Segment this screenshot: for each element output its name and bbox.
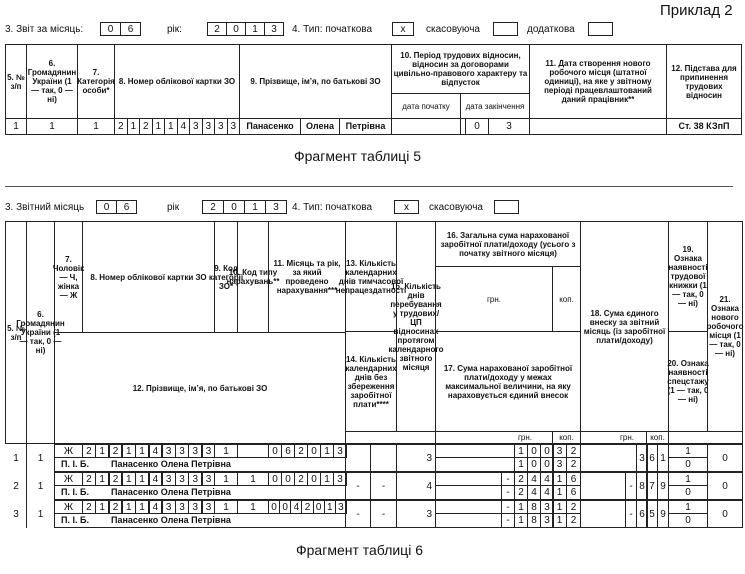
t6-card-digit: 4: [149, 444, 163, 458]
t6-row-accrual-type: 1: [237, 500, 269, 514]
fragment-5-caption: Фрагмент таблиці 5: [294, 148, 421, 164]
t6-employment-days: 3: [396, 444, 436, 472]
f5-cancel-label: скасовуюча: [426, 24, 480, 35]
t6-sum16-kop-digit: 3: [552, 444, 567, 458]
f5-type-label: 4. Тип: початкова: [292, 24, 373, 35]
t6-special-service-flag: 0: [668, 457, 708, 472]
t6-card-digit: 3: [175, 500, 189, 514]
divider: [5, 186, 733, 187]
t5-col5-header: 5. № з/п: [5, 44, 27, 119]
t6-col17-header: 17. Сума нарахованої заробітної плати/доходу у межах максимальної величини, на яку нараховується єдиний внесок: [435, 331, 581, 432]
t6-col18-header: 18. Сума єдиного внеску за звітний місяць (із заробітної плати/доходу): [580, 221, 669, 432]
f6-year-digit-2[interactable]: 0: [223, 200, 245, 214]
t5-patronymic: Петрівна: [339, 118, 392, 135]
t6-unit-kop-17: коп.: [552, 431, 581, 444]
t6-fio: Панасенко Олена Петрівна: [110, 457, 346, 472]
t5-row-number: 1: [5, 118, 27, 135]
f5-year-digit-1[interactable]: 2: [207, 22, 227, 36]
t6-card-digit: 3: [162, 500, 176, 514]
t5-card-digit: 2: [139, 118, 153, 135]
t6-row-citizen: 1: [26, 500, 55, 528]
t6-sum17-digit: -: [501, 485, 515, 500]
t6-month-year-digit: 1: [324, 500, 336, 514]
t6-unpaid-days: -: [370, 472, 397, 500]
t5-col10-header: 10. Період трудових відносин, відносин за договорами цивільно-правового характеру та відпусток: [391, 44, 530, 94]
t5-surname: Панасенко: [239, 118, 301, 135]
t6-sum16-kop-digit: 6: [566, 472, 581, 486]
f6-type-initial-box[interactable]: x: [394, 200, 419, 214]
t6-month-year-digit: 1: [320, 472, 334, 486]
t5-col9-header: 9. Прізвище, ім’я, по батькові ЗО: [239, 44, 392, 119]
t6-month-year-digit: 0: [268, 472, 282, 486]
t6-sick-days: [345, 444, 371, 472]
t6-row-citizen: 1: [26, 472, 55, 500]
t6-month-year-digit: 0: [307, 472, 321, 486]
t5-col11-header: 11. Дата створення нового робочого місця (штатної одиниці), на яке у звітному періоді працевлаштований даний працівник**: [529, 44, 667, 119]
t6-sum17-digit: 8: [527, 513, 541, 528]
t6-card-digit: 3: [162, 444, 176, 458]
f6-year-label: рік: [167, 202, 180, 213]
t6-col7-header: 7. Чоловік — Ч, жінка — Ж: [54, 221, 83, 333]
t6-sum18-digit: 6: [636, 500, 648, 528]
t6-card-digit: 1: [122, 472, 136, 486]
t5-row-citizen: 1: [26, 118, 78, 135]
t5-new-workplace-date: [529, 118, 667, 135]
t6-sum16-digit: 0: [540, 444, 554, 458]
t6-employment-days: 4: [396, 472, 436, 500]
t6-card-digit: 3: [202, 444, 216, 458]
t5-card-digit: 1: [127, 118, 141, 135]
t6-sum17-digit: 1: [514, 513, 528, 528]
t6-sum18-blank: [580, 500, 626, 528]
t6-sum17-blank: [435, 513, 502, 528]
t6-card-digit: 1: [122, 444, 136, 458]
t6-col15-header: 15. Кількість днів перебування у трудових/ЦП відносинах протягом календарного звітного місяця: [396, 221, 436, 432]
t6-card-digit: 3: [162, 472, 176, 486]
t5-card-digit: 3: [189, 118, 203, 135]
t6-sum16-digit: 3: [540, 500, 554, 514]
t6-new-workplace-flag: 0: [707, 500, 743, 528]
t6-sum18-blank: [580, 472, 626, 500]
t6-row-number: 2: [13, 480, 19, 492]
t6-month-year-digit: 1: [320, 444, 334, 458]
t6-unpaid-days: [370, 444, 397, 472]
t6-new-workplace-flag: 0: [707, 472, 743, 500]
t6-month-year-digit: 0: [313, 500, 325, 514]
t6-fio-label: П. І. Б.: [54, 485, 114, 500]
f5-year-digit-2[interactable]: 0: [226, 22, 246, 36]
t6-sum17-blank: [435, 485, 502, 500]
t6-sum16-kop-digit: 1: [552, 500, 567, 514]
t6-sum16-blank: [435, 472, 502, 486]
t5-col6-header: 6. Громадянин України (1 — так, 0 — ні): [26, 44, 78, 119]
t6-sum17-digit: 4: [527, 485, 541, 500]
t5-col8-header: 8. Номер облікової картки ЗО: [114, 44, 240, 119]
t6-sum16-kop-digit: 2: [566, 500, 581, 514]
t6-col11-header: 11. Місяць та рік, за який проведено нарахування***: [268, 221, 346, 333]
t6-month-year-digit: 4: [290, 500, 302, 514]
t6-employment-days: 3: [396, 500, 436, 528]
t6-unpaid-days: -: [370, 500, 397, 528]
t6-sum16-digit: 4: [527, 472, 541, 486]
t6-row-number: 1: [13, 452, 19, 464]
t6-sum17-kop-digit: 2: [566, 513, 581, 528]
t6-sum18-kop-digit: 7: [646, 472, 658, 500]
t6-col5-header: 5. № з/п: [5, 221, 27, 444]
f6-year-digit-1[interactable]: 2: [202, 200, 224, 214]
t6-unit-uah-17: грн.: [435, 431, 553, 444]
t6-sum16-digit: -: [501, 500, 515, 514]
t6-sum16-blank: [435, 500, 502, 514]
t6-col13-header: 13. Кількість календарних днів тимчасової непрацездатності: [345, 221, 397, 332]
t6-month-year-digit: 2: [294, 472, 308, 486]
t6-fio-label: П. І. Б.: [54, 457, 114, 472]
f6-type-label: 4. Тип: початкова: [292, 202, 373, 213]
t6-card-digit: 1: [95, 472, 109, 486]
t6-sum16-digit: 1: [514, 444, 528, 458]
t5-card-digit: 3: [202, 118, 216, 135]
t6-card-digit: 2: [82, 472, 96, 486]
f6-cancel-box[interactable]: [494, 200, 519, 214]
t6-sum18-digit: 3: [636, 444, 648, 472]
t6-sum17-digit: 0: [527, 457, 541, 472]
t6-card-digit: 2: [82, 500, 96, 514]
t5-card-digit: 1: [152, 118, 166, 135]
t6-col9-header: 9. Код категорії ЗО*: [214, 221, 238, 333]
t6-new-workplace-flag: 0: [707, 444, 743, 472]
t5-row-category: 1: [77, 118, 115, 135]
t6-month-year-digit: 0: [281, 472, 295, 486]
t6-sum16-kop-digit: 1: [552, 472, 567, 486]
t6-month-year-digit: 3: [333, 444, 347, 458]
t6-month-year-digit: 0: [268, 500, 280, 514]
t6-unit-kop-18: коп.: [646, 431, 669, 444]
t6-month-year-digit: 6: [281, 444, 295, 458]
t6-card-digit: 1: [135, 444, 149, 458]
t6-sum17-digit: -: [501, 513, 515, 528]
t6-card-digit: 1: [122, 500, 136, 514]
t6-month-year-digit: 2: [294, 444, 308, 458]
t6-sum18-kop-digit: 9: [657, 500, 669, 528]
t6-month-year-digit: 3: [333, 472, 347, 486]
t5-name: Олена: [300, 118, 340, 135]
f6-year-digit-4[interactable]: 3: [265, 200, 287, 214]
t6-col16-header: 16. Загальна сума нарахованої заробітної плати/доходу (усього з початку звітного місяця): [435, 221, 581, 267]
f5-additional-box[interactable]: [588, 22, 613, 36]
t6-sum17-kop-digit: 1: [552, 513, 567, 528]
t6-row-accrual-type: 1: [237, 472, 269, 486]
t6-card-digit: 1: [135, 500, 149, 514]
t6-sum16-digit: 8: [527, 500, 541, 514]
example-title: Приклад 2: [660, 2, 733, 19]
t6-card-digit: 1: [95, 444, 109, 458]
t6-sum17-kop-digit: 1: [552, 485, 567, 500]
f6-report-month-label: 3. Звітний місяць: [5, 202, 85, 213]
t6-sum16-digit: 2: [514, 472, 528, 486]
t5-card-digit: 3: [227, 118, 241, 135]
t6-card-digit: 2: [109, 472, 123, 486]
t6-card-digit: 3: [188, 472, 202, 486]
t6-card-digit: 2: [109, 444, 123, 458]
t5-start-date: [391, 118, 461, 135]
t5-col10-end: дата закінчення: [460, 93, 530, 119]
f5-report-month-label: 3. Звіт за місяць:: [5, 24, 84, 35]
fragment-6-caption: Фрагмент таблиці 6: [296, 542, 423, 558]
f5-year-digit-4[interactable]: 3: [264, 22, 284, 36]
t6-card-digit: 3: [188, 444, 202, 458]
t6-sum18-digit: 8: [636, 472, 648, 500]
t6-sum18-digit: -: [625, 472, 637, 500]
t6-month-year-digit: 0: [279, 500, 291, 514]
t6-row-category: 1: [214, 444, 238, 458]
t6-workbook-flag: 1: [668, 472, 708, 486]
t6-col16-uah: грн.: [435, 266, 553, 332]
t6-sum16-blank: [435, 444, 515, 458]
t6-card-digit: 3: [202, 472, 216, 486]
t6-sum17-digit: 2: [514, 485, 528, 500]
t6-sum18-kop-digit: 6: [646, 444, 658, 472]
t6-sum17-digit: 1: [514, 457, 528, 472]
t6-row-gender: Ж: [54, 500, 83, 514]
t6-sum16-digit: -: [501, 472, 515, 486]
t6-col12-header: 12. Прізвище, ім’я, по батькові ЗО: [54, 332, 346, 444]
t6-row-category: 1: [214, 500, 238, 514]
t6-fio-label: П. І. Б.: [54, 513, 114, 528]
t6-card-digit: 3: [175, 444, 189, 458]
t5-col12-header: 12. Підстава для припинення трудових відносин: [666, 44, 742, 119]
t6-month-year-digit: 3: [335, 500, 347, 514]
t6-card-digit: 4: [149, 472, 163, 486]
t6-sum18-digit: -: [625, 500, 637, 528]
t5-col7-header: 7. Категорія особи*: [77, 44, 115, 119]
f5-year-digit-3[interactable]: 1: [245, 22, 265, 36]
t6-special-service-flag: 0: [668, 485, 708, 500]
t5-card-digit: 3: [214, 118, 228, 135]
t6-sum18-kop-digit: 5: [646, 500, 658, 528]
t6-fio: Панасенко Олена Петрівна: [110, 485, 346, 500]
t6-card-digit: 3: [202, 500, 216, 514]
t6-sum17-kop-digit: 6: [566, 485, 581, 500]
t5-end-month-digit: 0: [465, 118, 489, 135]
t6-fio: Панасенко Олена Петрівна: [110, 513, 346, 528]
t6-month-year-digit: 2: [301, 500, 313, 514]
t6-row-gender: Ж: [54, 444, 83, 458]
t6-sum17-blank: [435, 457, 515, 472]
t6-card-digit: 3: [188, 500, 202, 514]
t6-special-service-flag: 0: [668, 513, 708, 528]
f6-month-digit-1[interactable]: 0: [96, 200, 117, 214]
t6-card-digit: 2: [82, 444, 96, 458]
t6-sum18-kop-digit: 9: [657, 472, 669, 500]
t6-row-gender: Ж: [54, 472, 83, 486]
t6-sum18-kop-digit: 1: [657, 444, 669, 472]
t6-workbook-flag: 1: [668, 444, 708, 458]
t6-sum17-digit: 0: [540, 457, 554, 472]
t6-sum17-kop-digit: 2: [566, 457, 581, 472]
f5-additional-label: додаткова: [527, 24, 575, 35]
t6-units-blank: [345, 431, 436, 444]
t6-card-digit: 1: [95, 500, 109, 514]
t6-row-number: 3: [13, 508, 19, 520]
t6-units-blank: [668, 431, 743, 444]
t6-col21-header: 21. Ознака нового робочого місця (1 — так, 0 — ні): [707, 221, 743, 432]
t6-month-year-digit: 0: [307, 444, 321, 458]
t6-card-digit: 3: [175, 472, 189, 486]
t6-sum18-blank: [580, 444, 637, 472]
t6-unit-uah-18: грн.: [580, 431, 647, 444]
t6-card-digit: 4: [149, 500, 163, 514]
t6-row-accrual-type: [237, 444, 269, 458]
f5-month-digit-2[interactable]: 6: [120, 22, 141, 36]
t6-sum16-digit: 1: [514, 500, 528, 514]
t6-sum16-digit: 4: [540, 472, 554, 486]
t6-sum17-digit: 4: [540, 485, 554, 500]
t6-row-citizen: 1: [26, 444, 55, 472]
f6-year-digit-3[interactable]: 1: [244, 200, 266, 214]
f5-cancel-box[interactable]: [493, 22, 518, 36]
t5-card-digit: 4: [177, 118, 191, 135]
t6-card-digit: 2: [109, 500, 123, 514]
t6-col16-kop: коп.: [552, 266, 581, 332]
t5-card-digit: 1: [164, 118, 178, 135]
t6-sum17-digit: 3: [540, 513, 554, 528]
t6-row-category: 1: [214, 472, 238, 486]
t6-col10-header: 10. Код типу нарахувань**: [237, 221, 269, 333]
t5-col10-start: дата початку: [391, 93, 461, 119]
t6-workbook-flag: 1: [668, 500, 708, 514]
f5-month-digit-1[interactable]: 0: [100, 22, 121, 36]
t6-col8-header: 8. Номер облікової картки ЗО: [82, 221, 215, 333]
t5-end-month-digit: 3: [488, 118, 530, 135]
t6-col14-header: 14. Кількість календарних днів без збереження заробітної плати****: [345, 331, 397, 432]
f6-cancel-label: скасовуюча: [429, 202, 483, 213]
t6-col20-header: 20. Ознака наявності спецстажу (1 — так, 0 — ні): [668, 331, 708, 432]
t5-card-digit: 2: [114, 118, 128, 135]
t6-sick-days: -: [345, 472, 371, 500]
t6-sum16-digit: 0: [527, 444, 541, 458]
f6-month-digit-2[interactable]: 6: [116, 200, 137, 214]
t6-sum17-kop-digit: 3: [552, 457, 567, 472]
t6-sum16-kop-digit: 2: [566, 444, 581, 458]
t5-termination-basis: Ст. 38 КЗпП: [666, 118, 742, 135]
t6-sick-days: -: [345, 500, 371, 528]
f5-type-initial-box[interactable]: x: [392, 22, 414, 36]
t6-month-year-digit: 0: [268, 444, 282, 458]
t6-col19-header: 19. Ознака наявності трудової книжки (1 — так, 0 — ні): [668, 221, 708, 332]
t6-col6-header: 6. Громадянин України (1 — так, 0 — ні): [26, 221, 55, 444]
f5-year-label: рік:: [167, 24, 182, 35]
t6-card-digit: 1: [135, 472, 149, 486]
